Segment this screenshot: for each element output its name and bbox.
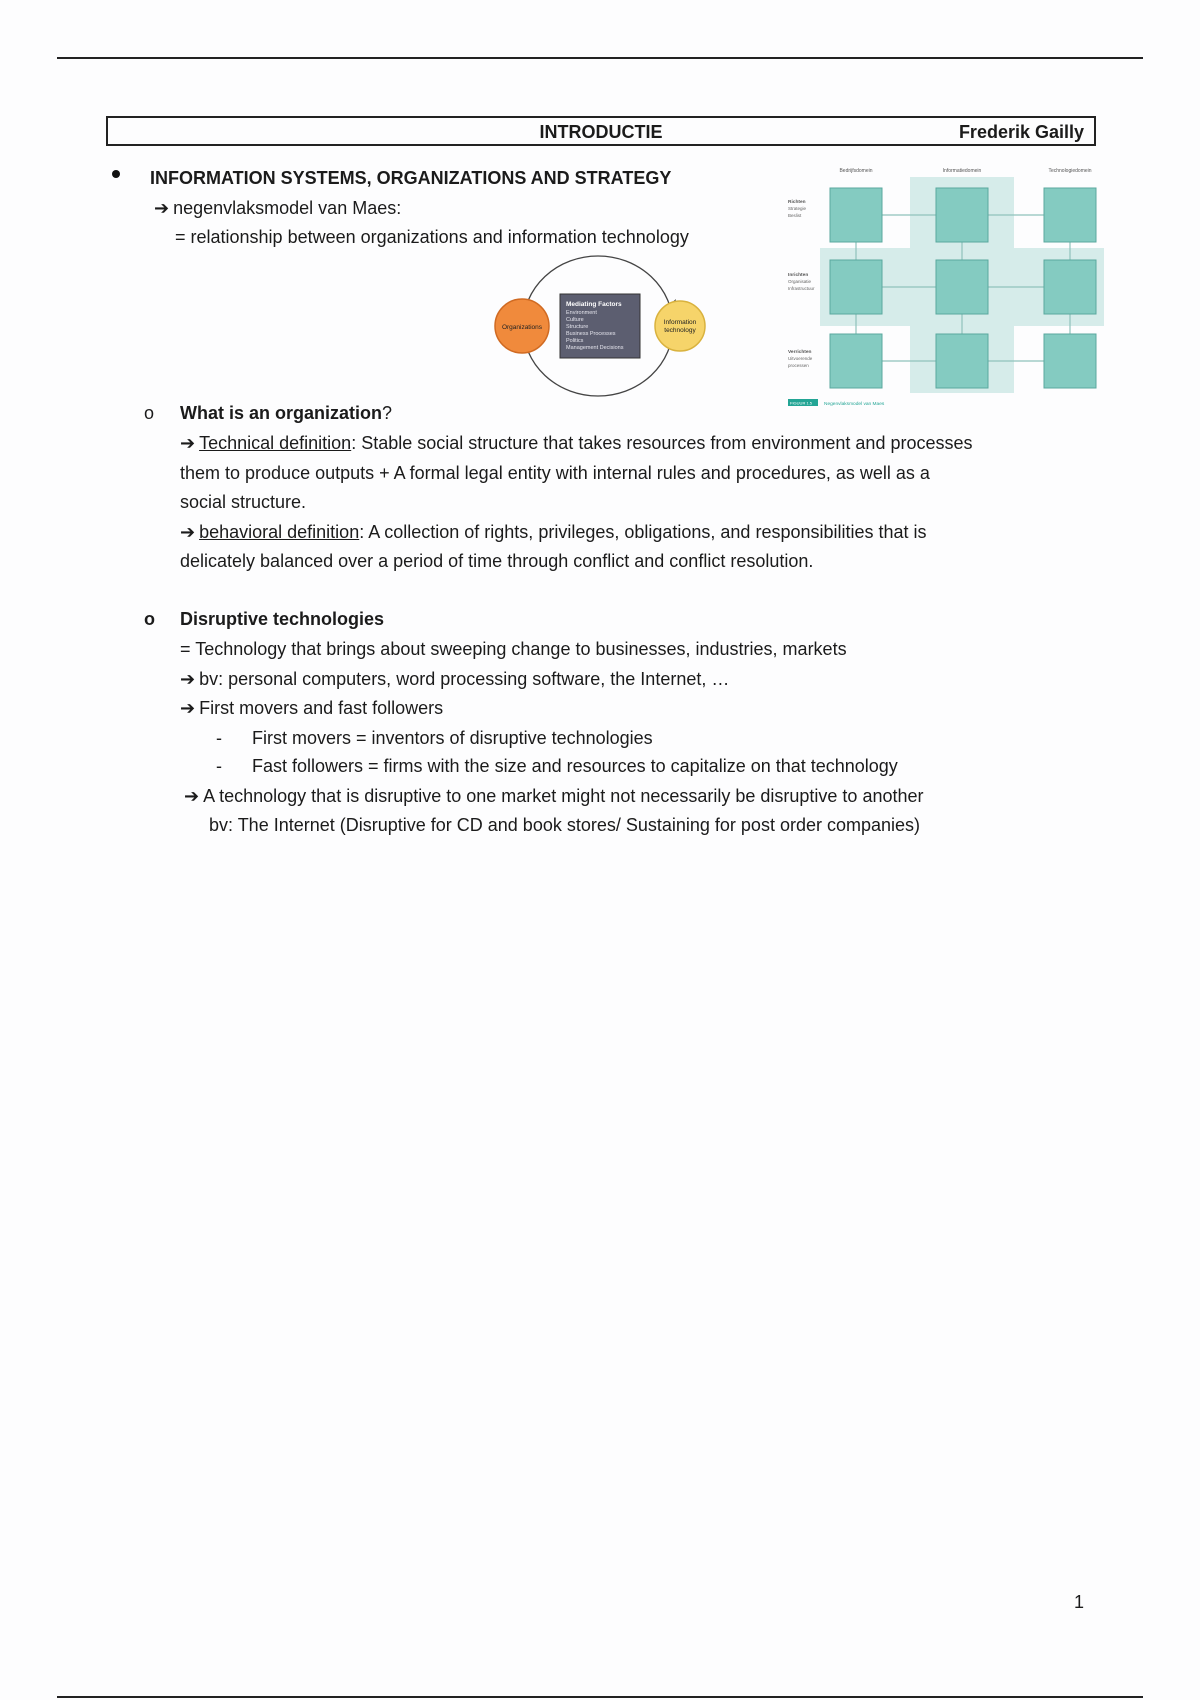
row-label: Richten	[788, 200, 806, 205]
column-label: Bedrijfsdomein	[839, 168, 873, 174]
disruptive-heading: Disruptive technologies	[180, 609, 385, 629]
tech-def-line-3: social structure.	[180, 492, 307, 512]
tech-def-text: : Stable social structure that takes resources from environment and processes	[351, 433, 973, 453]
figure-caption-tag: FIGUUR 1.5	[790, 400, 813, 406]
beh-def-label: behavioral definition	[199, 522, 360, 542]
disruptive-example	[180, 668, 729, 690]
arrow-icon: ➔	[184, 786, 200, 806]
nine-square-model-figure	[786, 163, 1106, 411]
cycle-right-label-1: Information	[663, 319, 697, 326]
mediating-item: Business Processes	[566, 331, 616, 337]
bullet-dot	[112, 170, 120, 178]
disruptive-marker: o	[144, 609, 155, 629]
org-question-mark: ?	[382, 403, 393, 423]
disruptive-note-example: bv: The Internet (Disruptive for CD and book stores/ Sustaining for post order companies)	[209, 815, 921, 835]
organizations-it-cycle-figure	[492, 252, 718, 400]
page-number: 1	[1074, 1592, 1085, 1612]
arrow-icon: ➔	[180, 669, 196, 689]
bottom-rule	[57, 1696, 1143, 1698]
disruptive-example-text: bv: personal computers, word processing software, the Internet, …	[199, 669, 730, 689]
movers-text: First movers and fast followers	[199, 698, 444, 718]
column-label: Informatiedomein	[942, 168, 982, 174]
row-label: Verrichten	[788, 350, 812, 355]
cycle-left-label: Organizations	[501, 324, 543, 331]
header-box	[106, 116, 1096, 146]
beh-def-line-1	[180, 521, 927, 543]
first-movers-item: First movers = inventors of disruptive technologies	[252, 728, 653, 748]
top-rule	[57, 57, 1143, 59]
row-label: Inrichten	[788, 273, 809, 278]
row-label: processen	[788, 363, 809, 368]
mediating-item: Structure	[566, 324, 589, 330]
disruptive-def: = Technology that brings about sweeping change to businesses, industries, markets	[180, 639, 847, 659]
row-label: Beslist	[788, 213, 802, 218]
mediating-item: Politics	[566, 338, 584, 344]
column-label: Technologiedomein	[1048, 168, 1092, 174]
tech-def-line-1	[180, 432, 973, 454]
header-author: Frederik Gailly	[958, 122, 1084, 142]
beh-def-text: : A collection of rights, privileges, obligations, and responsibilities that is	[359, 522, 927, 542]
mediating-item: Environment	[566, 310, 597, 316]
org-marker: o	[144, 403, 155, 423]
org-question	[180, 402, 392, 424]
row-label: Strategie	[788, 206, 807, 211]
relationship-def: = relationship between organizations and information technology	[175, 227, 689, 247]
row-label: Uitvoerende	[788, 356, 813, 361]
arrow-icon: ➔	[180, 698, 196, 718]
fast-followers-item: Fast followers = firms with the size and resources to capitalize on that technology	[252, 756, 898, 776]
maes-text: negenvlaksmodel van Maes:	[173, 198, 402, 218]
disruptive-note-text: A technology that is disruptive to one market might not necessarily be disruptive to another	[203, 786, 924, 806]
movers-line	[180, 697, 443, 719]
header-title: INTRODUCTIE	[539, 122, 663, 142]
org-question-bold: What is an organization	[180, 403, 383, 423]
beh-def-line-2: delicately balanced over a period of time through conflict and conflict resolution.	[180, 551, 814, 571]
tech-def-line-2: them to produce outputs + A formal legal entity with internal rules and procedures, as well as a	[180, 463, 930, 483]
tech-def-label: Technical definition	[199, 433, 352, 453]
mediating-item: Culture	[566, 317, 584, 323]
arrow-icon: ➔	[180, 522, 196, 542]
disruptive-note	[184, 785, 924, 807]
arrow-icon: ➔	[180, 433, 196, 453]
section-heading: INFORMATION SYSTEMS, ORGANIZATIONS AND STRATEGY	[150, 168, 672, 188]
mediating-item: Management Decisions	[566, 345, 624, 351]
maes-line	[154, 197, 401, 219]
dash-marker: -	[216, 756, 222, 776]
row-label: Infrastructuur	[788, 286, 815, 291]
figure-caption: Negenvlaksmodel van Maes	[824, 402, 885, 407]
row-label: Organisatie	[788, 279, 812, 284]
dash-marker: -	[216, 728, 222, 748]
arrow-icon: ➔	[154, 198, 170, 218]
mediating-title: Mediating Factors	[566, 301, 622, 308]
cycle-right-label-2: technology	[664, 327, 696, 334]
